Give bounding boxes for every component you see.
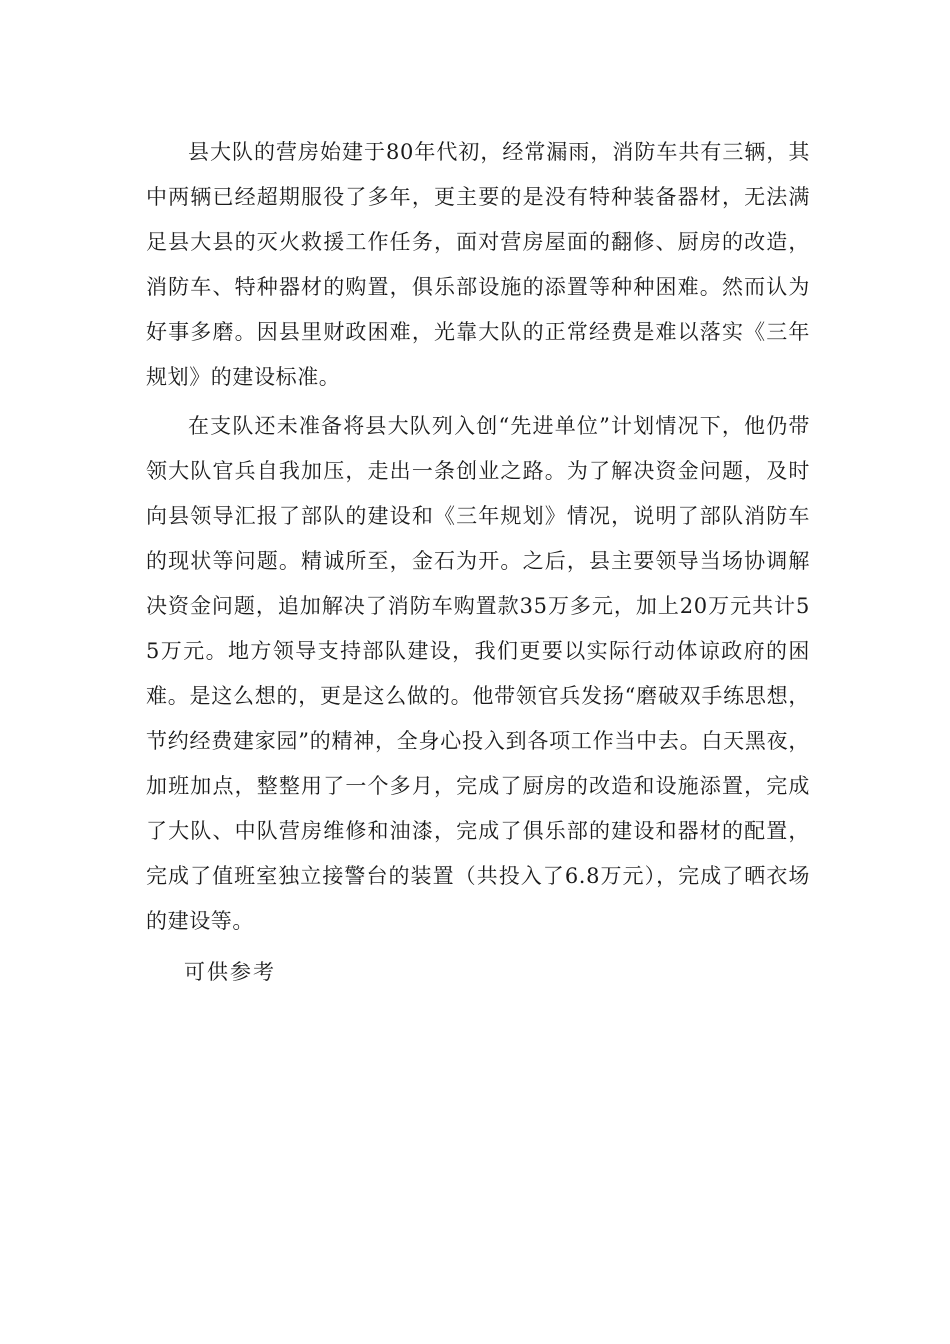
paragraph-fundraising-and-construction: 在支队还未准备将县大队列入创“先进单位”计划情况下，他仍带领大队官兵自我加压，走出一条创业之路。为了解决资金问题，及时向县领导汇报了部队的建设和《三年规划》情况，说明了部队消防车的现状等问题。精诚所至，金石为开。之后，县主要领导当场协调解决资金问题，追加解决了消防车购置款35万多元，加上20万元共计55万元。地方领导支持部队建设，我们更要以实际行动体谅政府的困难。是这么想的，更是这么做的。他带领官兵发扬“磨破双手练思想，节约经费建家园”的精神，全身心投入到各项工作当中去。白天黑夜，加班加点，整整用了一个多月，完成了厨房的改造和设施添置，完成了大队、中队营房维修和油漆，完成了俱乐部的建设和器材的配置，完成了值班室独立接警台的装置（共投入了6.8万元），完成了晒衣场的建设等。 (146, 414, 810, 933)
paragraph-barracks-conditions: 县大队的营房始建于80年代初，经常漏雨，消防车共有三辆，其中两辆已经超期服役了多年，更主要的是没有特种装备器材，无法满足县大县的灭火救援工作任务，面对营房屋面的翻修、厨房的改造，消防车、特种器材的购置，俱乐部设施的添置等种种困难。然而认为好事多磨。因县里财政困难，光靠大队的正常经费是难以落实《三年规划》的建设标准。 (146, 140, 810, 389)
document-page (146, 130, 810, 995)
closing-note: 可供参考 (184, 960, 276, 984)
